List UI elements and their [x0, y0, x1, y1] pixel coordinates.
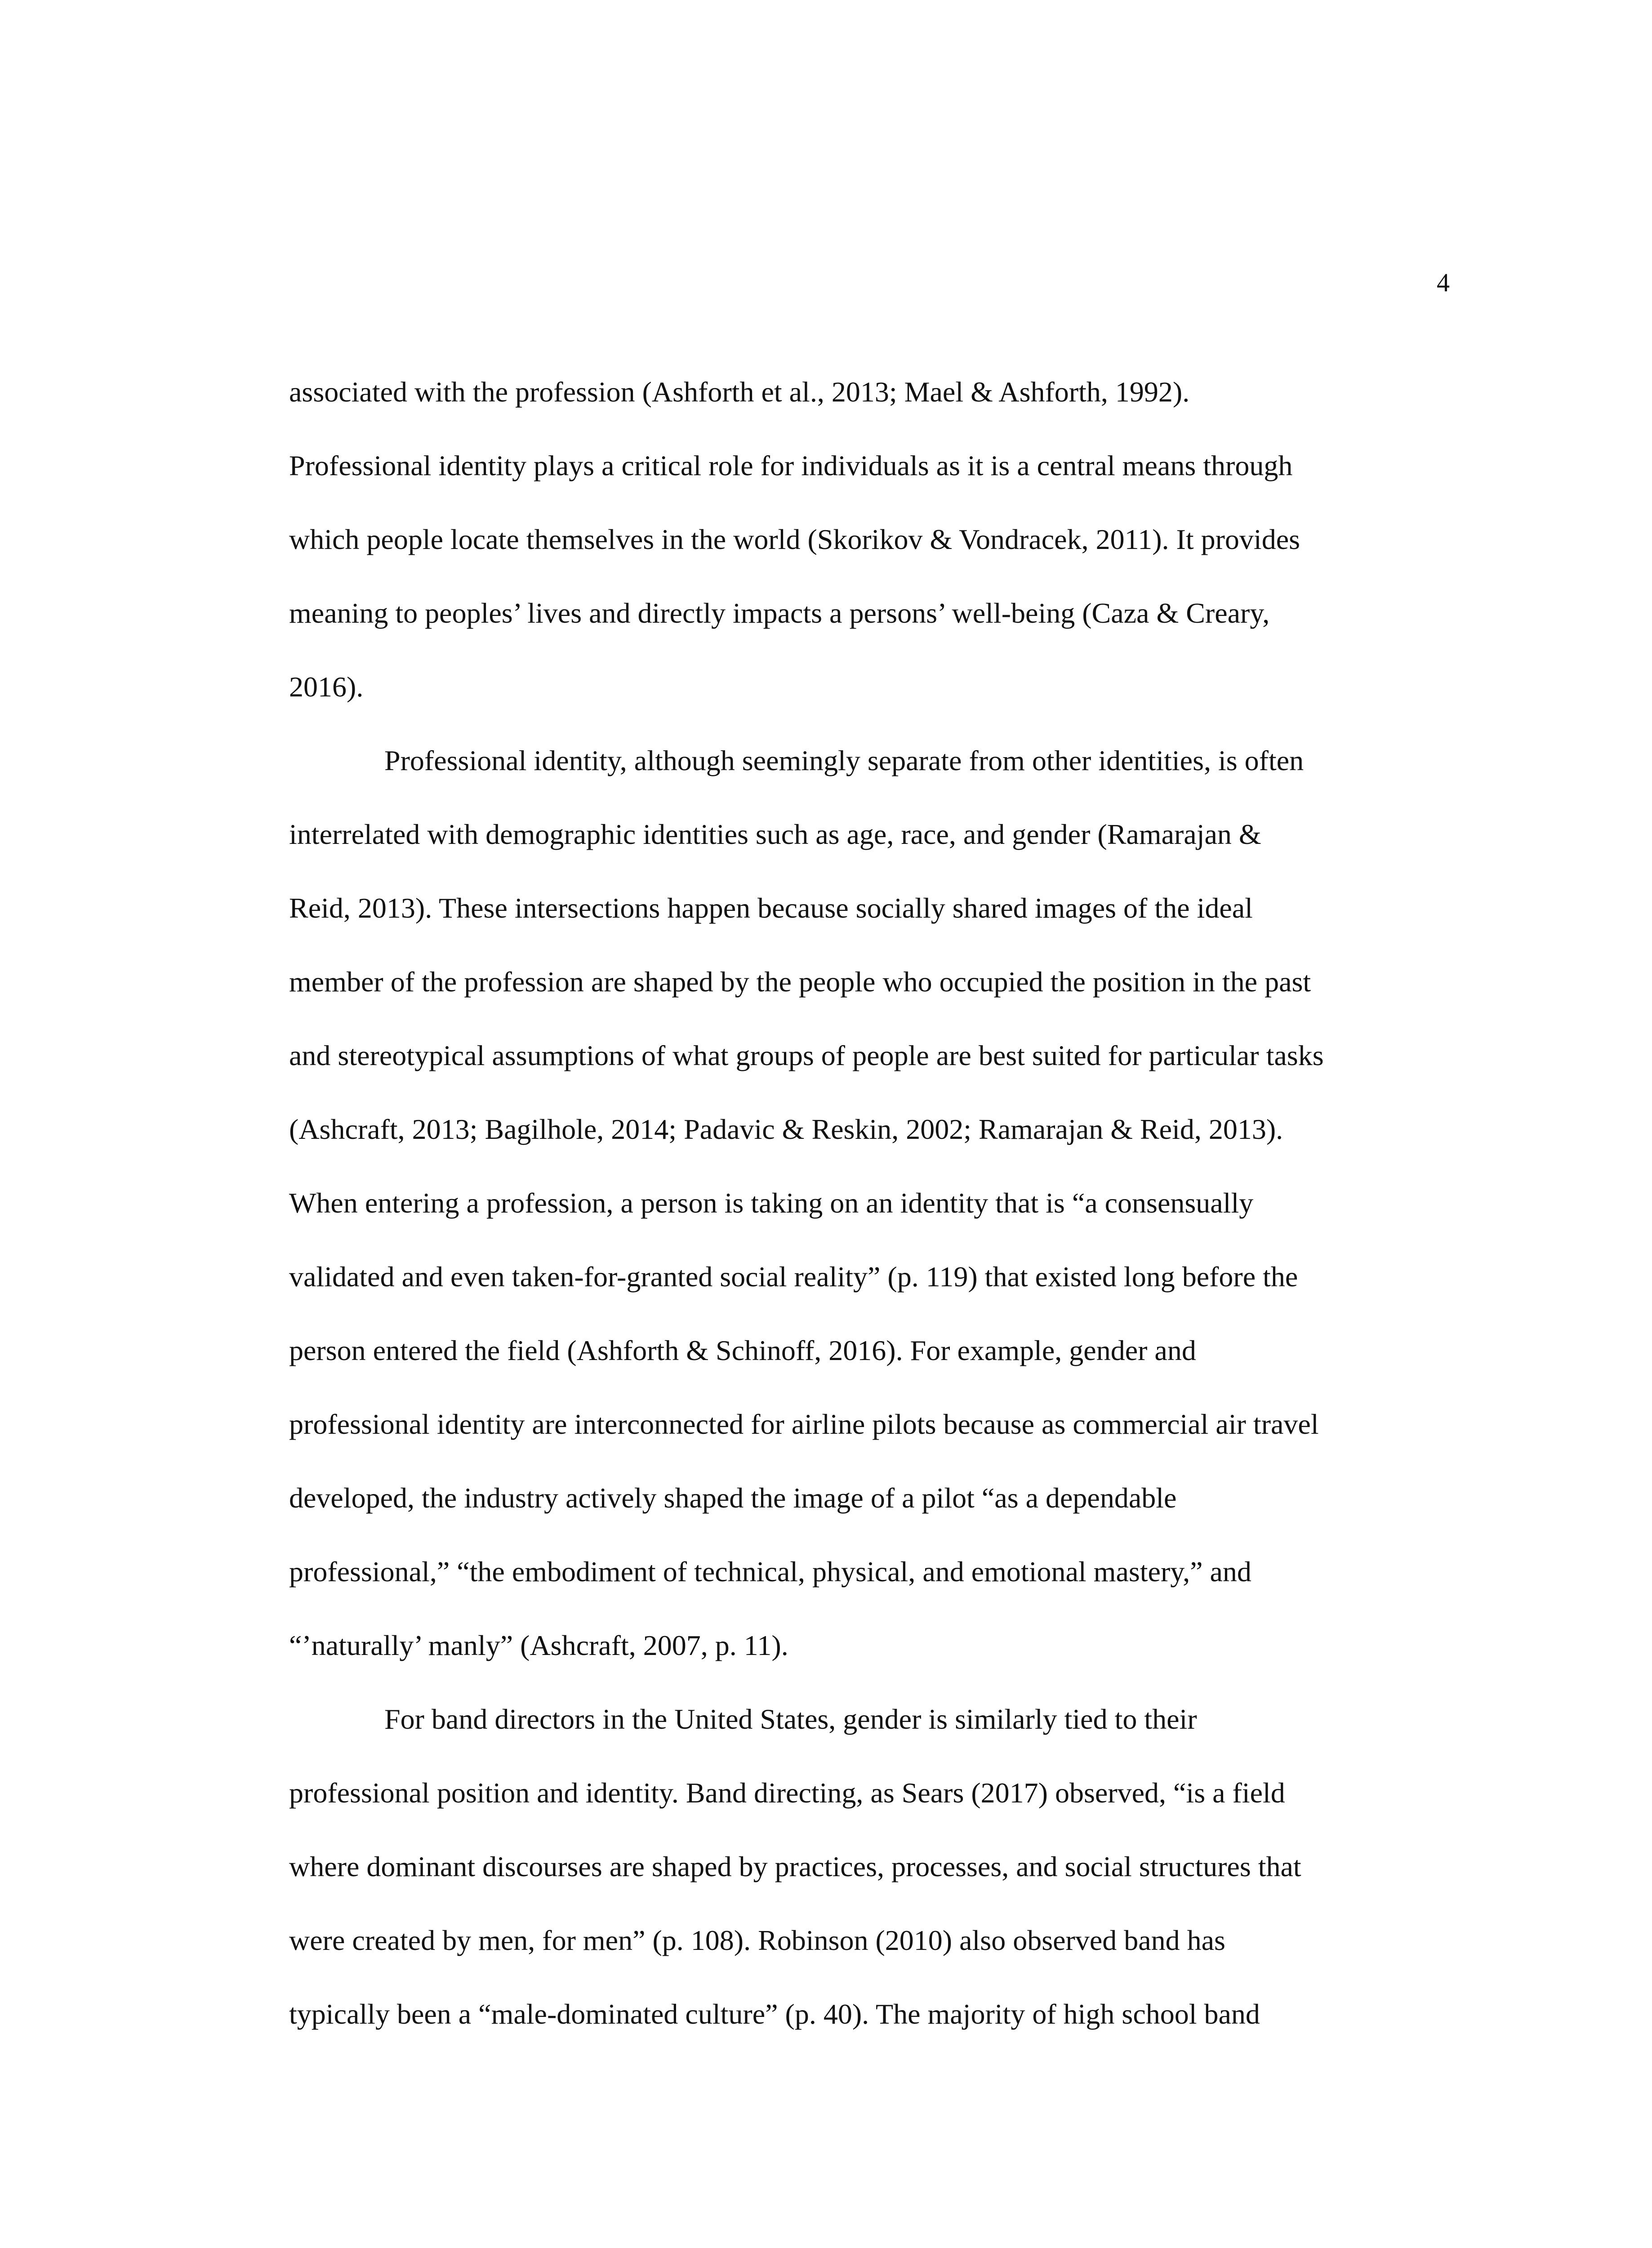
text-line: Professional identity plays a critical role for individuals as it is a central means through — [289, 450, 1293, 482]
text-line: (Ashcraft, 2013; Bagilhole, 2014; Padavic & Reskin, 2002; Ramarajan & Reid, 2013). — [289, 1113, 1283, 1145]
text-line: which people locate themselves in the world (Skorikov & Vondracek, 2011). It provides — [289, 523, 1300, 555]
text-line: professional position and identity. Band directing, as Sears (2017) observed, “is a field — [289, 1777, 1285, 1809]
body-text — [289, 355, 1440, 2051]
text-line: developed, the industry actively shaped the image of a pilot “as a dependable — [289, 1482, 1177, 1514]
text-line: typically been a “male-dominated culture” (p. 40). The majority of high school band — [289, 1998, 1260, 2030]
text-line: professional identity are interconnected for airline pilots because as commercial air travel — [289, 1408, 1319, 1440]
text-line: person entered the field (Ashforth & Schinoff, 2016). For example, gender and — [289, 1334, 1196, 1366]
text-line: professional,” “the embodiment of technical, physical, and emotional mastery,” and — [289, 1556, 1251, 1588]
paragraph-first-line: For band directors in the United States, gender is similarly tied to their — [384, 1703, 1197, 1735]
text-line: and stereotypical assumptions of what groups of people are best suited for particular tasks — [289, 1039, 1324, 1071]
text-line: 2016). — [289, 671, 364, 703]
text-line: “’naturally’ manly” (Ashcraft, 2007, p. 11). — [289, 1629, 788, 1661]
text-line: meaning to peoples’ lives and directly impacts a persons’ well-being (Caza & Creary, — [289, 597, 1270, 629]
text-line: where dominant discourses are shaped by practices, processes, and social structures that — [289, 1851, 1301, 1882]
text-line: interrelated with demographic identities such as age, race, and gender (Ramarajan & — [289, 818, 1261, 850]
text-line: validated and even taken-for-granted social reality” (p. 119) that existed long before the — [289, 1261, 1298, 1293]
paragraph-first-line: Professional identity, although seemingly separate from other identities, is often — [384, 745, 1304, 776]
page-number: 4 — [1437, 268, 1450, 297]
text-line: member of the profession are shaped by the people who occupied the position in the past — [289, 966, 1311, 998]
text-line: were created by men, for men” (p. 108). Robinson (2010) also observed band has — [289, 1924, 1225, 1956]
text-line: When entering a profession, a person is taking on an identity that is “a consensually — [289, 1187, 1254, 1219]
text-line: associated with the profession (Ashforth et al., 2013; Mael & Ashforth, 1992). — [289, 376, 1190, 408]
text-line: Reid, 2013). These intersections happen because socially shared images of the ideal — [289, 892, 1253, 924]
